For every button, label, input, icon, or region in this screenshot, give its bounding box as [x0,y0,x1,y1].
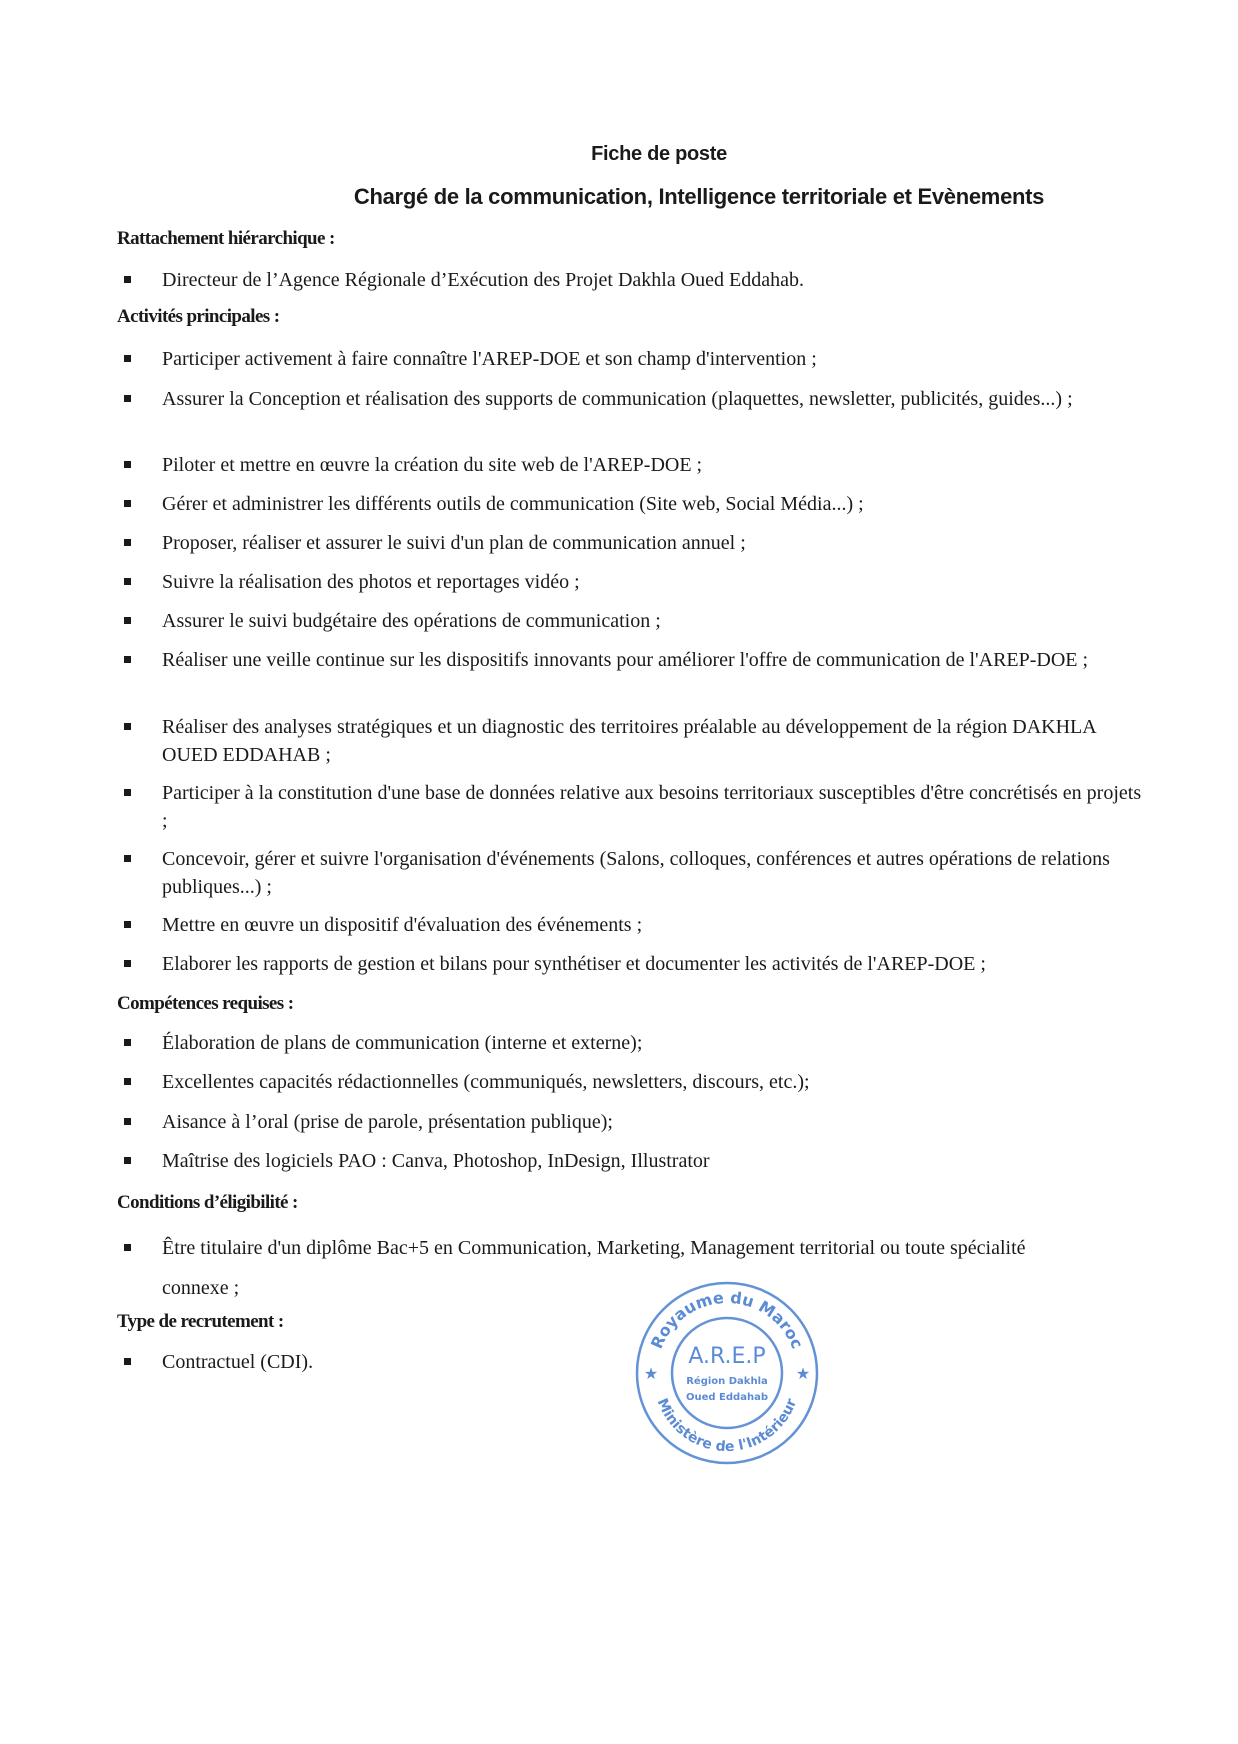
list-item: Excellentes capacités rédactionnelles (communiqués, newsletters, discours, etc.); [124,1068,1144,1096]
bullet-icon [124,461,131,468]
list-item: Proposer, réaliser et assurer le suivi d'un plan de communication annuel ; [124,529,1144,557]
list-item: Maîtrise des logiciels PAO : Canva, Photoshop, InDesign, Illustrator [124,1147,1144,1175]
bullet-icon [124,578,131,585]
stamp-outer-top: Royaume du Maroc [646,1287,808,1352]
stamp-line2: Oued Eddahab [686,1392,768,1403]
section-heading-rattachement: Rattachement hiérarchique : [117,228,335,249]
bullet-icon [124,855,131,862]
bullet-icon [124,921,131,928]
stamp-center: A.R.E.P [688,1344,766,1369]
list-item: Assurer le suivi budgétaire des opérations de communication ; [124,607,1144,635]
bullet-icon [124,960,131,967]
list-item: Réaliser des analyses stratégiques et un diagnostic des territoires préalable au développement de la région DAKHLA OUED EDDAHAB ; [124,713,1144,769]
bullet-icon [124,395,131,402]
list-item: Participer activement à faire connaître l'AREP-DOE et son champ d'intervention ; [124,345,1144,373]
list-item: Concevoir, gérer et suivre l'organisation d'événements (Salons, colloques, conférences et autres opérations de relations publiques...) ; [124,845,1144,901]
bullet-icon [124,1039,131,1046]
bullet-icon [124,789,131,796]
section-heading-activites: Activités principales : [117,306,280,327]
section-heading-conditions: Conditions d’éligibilité : [117,1192,298,1213]
list-item: Piloter et mettre en œuvre la création du site web de l'AREP-DOE ; [124,451,1144,479]
list-item: Suivre la réalisation des photos et reportages vidéo ; [124,568,1144,596]
document-title: Fiche de poste [591,143,727,165]
bullet-icon [124,355,131,362]
stamp-line1: Région Dakhla [686,1376,768,1387]
bullet-icon [124,1358,131,1365]
section-heading-recrutement: Type de recrutement : [117,1311,284,1332]
list-item: Contractuel (CDI). [124,1348,1144,1376]
bullet-icon [124,617,131,624]
document-subtitle: Chargé de la communication, Intelligence territoriale et Evènements [353,184,1045,209]
bullet-icon [124,539,131,546]
stamp-outer-bottom: Ministère de l'Intérieur [653,1396,801,1456]
list-item: Mettre en œuvre un dispositif d'évaluation des événements ; [124,911,1144,939]
bullet-icon [124,723,131,730]
bullet-icon [124,1118,131,1125]
list-item: Aisance à l’oral (prise de parole, présentation publique); [124,1108,1144,1136]
official-stamp [632,1278,822,1468]
bullet-icon [124,276,131,283]
list-item: Être titulaire d'un diplôme Bac+5 en Communication, Marketing, Management territorial ou toute spécialité connexe ; [124,1228,1084,1308]
star-icon: ★ [643,1364,659,1383]
list-item: Directeur de l’Agence Régionale d’Exécution des Projet Dakhla Oued Eddahab. [124,266,1144,294]
bullet-icon [124,1078,131,1085]
list-item: Participer à la constitution d'une base de données relative aux besoins territoriaux susceptibles d'être concrétisés en projets ; [124,779,1144,835]
section-heading-competences: Compétences requises : [117,993,294,1014]
list-item: Gérer et administrer les différents outils de communication (Site web, Social Média...) ; [124,490,1144,518]
list-item: Elaborer les rapports de gestion et bilans pour synthétiser et documenter les activités de l'AREP-DOE ; [124,950,1144,978]
list-item: Assurer la Conception et réalisation des supports de communication (plaquettes, newsletter, publicités, guides...) ; [124,385,1144,413]
star-icon: ★ [795,1364,811,1383]
list-item: Réaliser une veille continue sur les dispositifs innovants pour améliorer l'offre de communication de l'AREP-DOE ; [124,646,1144,674]
bullet-icon [124,1244,131,1251]
bullet-icon [124,500,131,507]
list-item: Élaboration de plans de communication (interne et externe); [124,1029,1144,1057]
bullet-icon [124,1157,131,1164]
bullet-icon [124,656,131,663]
